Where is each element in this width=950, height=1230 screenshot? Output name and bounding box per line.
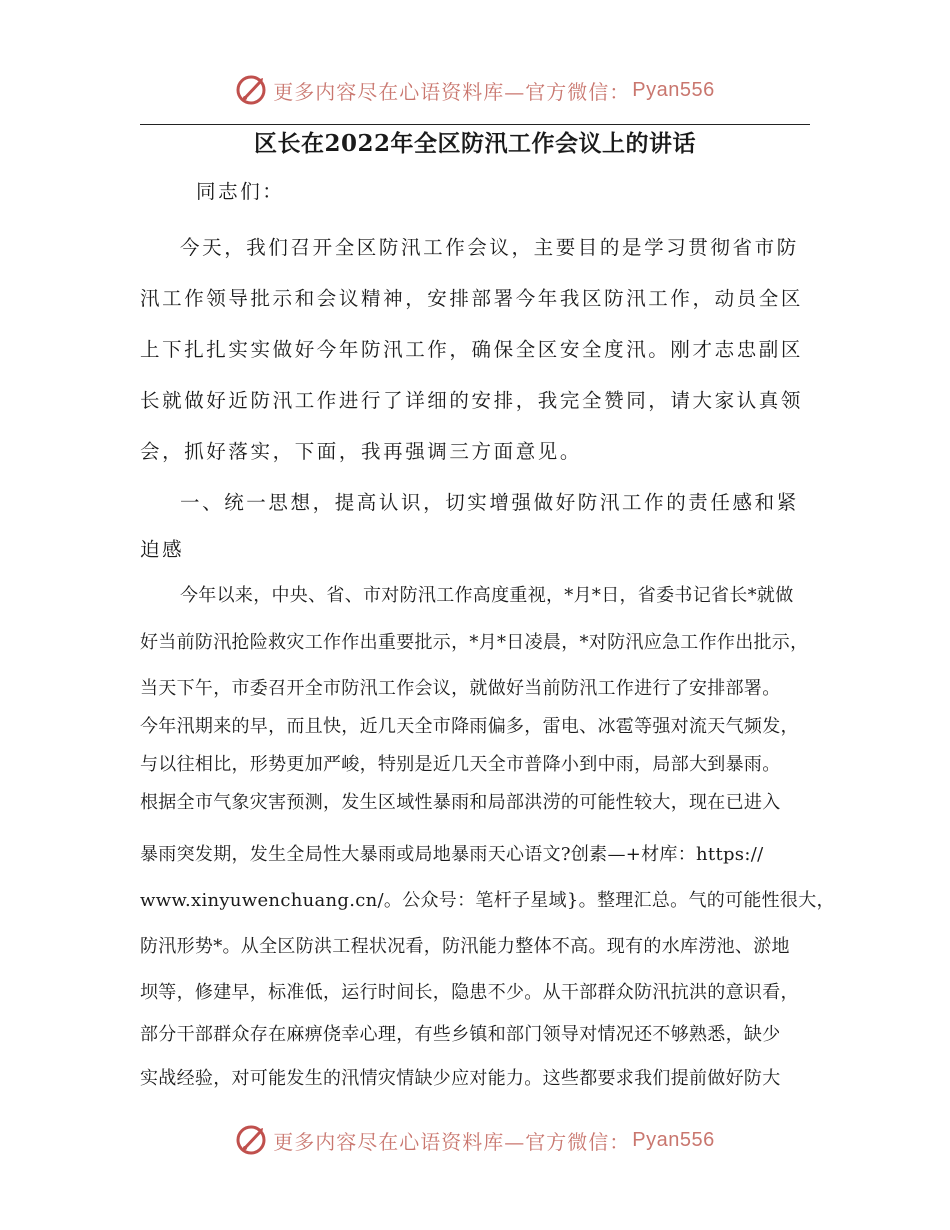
banner-wechat-handle: Pyan556: [632, 78, 715, 101]
body-line: 汛工作领导批示和会议精神，安排部署今年我区防汛工作，动员全区: [140, 287, 804, 310]
header-banner: [0, 68, 950, 112]
title-rule: [140, 124, 810, 125]
salutation: 同志们：: [196, 180, 285, 203]
body-line: 根据全市气象灾害预测，发生区域性暴雨和局部洪涝的可能性较大，现在已进入: [140, 792, 781, 813]
footer-banner: [0, 1118, 950, 1162]
body-line: 部分干部群众存在麻痹侥幸心理，有些乡镇和部门领导对情况还不够熟悉，缺少: [140, 1024, 781, 1045]
body-line: 会，抓好落实，下面，我再强调三方面意见。: [140, 440, 583, 463]
body-line: 今年汛期来的早，而且快，近几天全市降雨偏多，雷电、冰雹等强对流天气频发，: [140, 716, 799, 737]
body-line: 今年以来，中央、省、市对防汛工作高度重视，*月*日，省委书记省长*就做: [180, 585, 794, 606]
banner-wechat-handle: Pyan556: [632, 1128, 715, 1151]
body-line: 上下扎扎实实做好今年防汛工作，确保全区安全度汛。刚才志忠副区: [140, 338, 804, 361]
body-line: 好当前防汛抢险救灾工作作出重要批示，*月*日凌晨，*对防汛应急工作作出批示，: [140, 632, 809, 653]
body-line: 长就做好近防汛工作进行了详细的安排，我完全赞同，请大家认真领: [140, 389, 804, 412]
body-line: 暴雨突发期，发生全局性大暴雨或局地暴雨天心语文?创素—+材库：https://: [140, 844, 764, 865]
body-line: 实战经验，对可能发生的汛情灾情缺少应对能力。这些都要求我们提前做好防大: [140, 1068, 781, 1089]
body-line: 与以往相比，形势更加严峻，特别是近几天全市普降小到中雨，局部大到暴雨。: [140, 754, 781, 775]
body-line: www.xinyuwenchuang.cn/。公众号：笔杆子星域}。整理汇总。气的可能性很大，: [140, 890, 835, 911]
section-heading-line: 迫感: [140, 538, 185, 561]
pen-logo-icon: [235, 1123, 269, 1157]
section-heading-line: 一、统一思想，提高认识，切实增强做好防汛工作的责任感和紧: [180, 491, 799, 514]
banner-text: 更多内容尽在心语资料库—官方微信：: [273, 1129, 631, 1154]
page-title: 区长在2022年全区防汛工作会议上的讲话: [253, 130, 696, 157]
pen-logo-icon: [235, 73, 269, 107]
body-line: 防汛形势*。从全区防洪工程状况看，防汛能力整体不高。现有的水库涝池、淤地: [140, 936, 790, 957]
body-line: 今天，我们召开全区防汛工作会议，主要目的是学习贯彻省市防: [180, 236, 799, 259]
body-line: 坝等，修建早，标准低，运行时间长，隐患不少。从干部群众防汛抗洪的意识看，: [140, 982, 799, 1003]
banner-text: 更多内容尽在心语资料库—官方微信：: [273, 79, 631, 104]
body-line: 当天下午，市委召开全市防汛工作会议，就做好当前防汛工作进行了安排部署。: [140, 678, 781, 699]
